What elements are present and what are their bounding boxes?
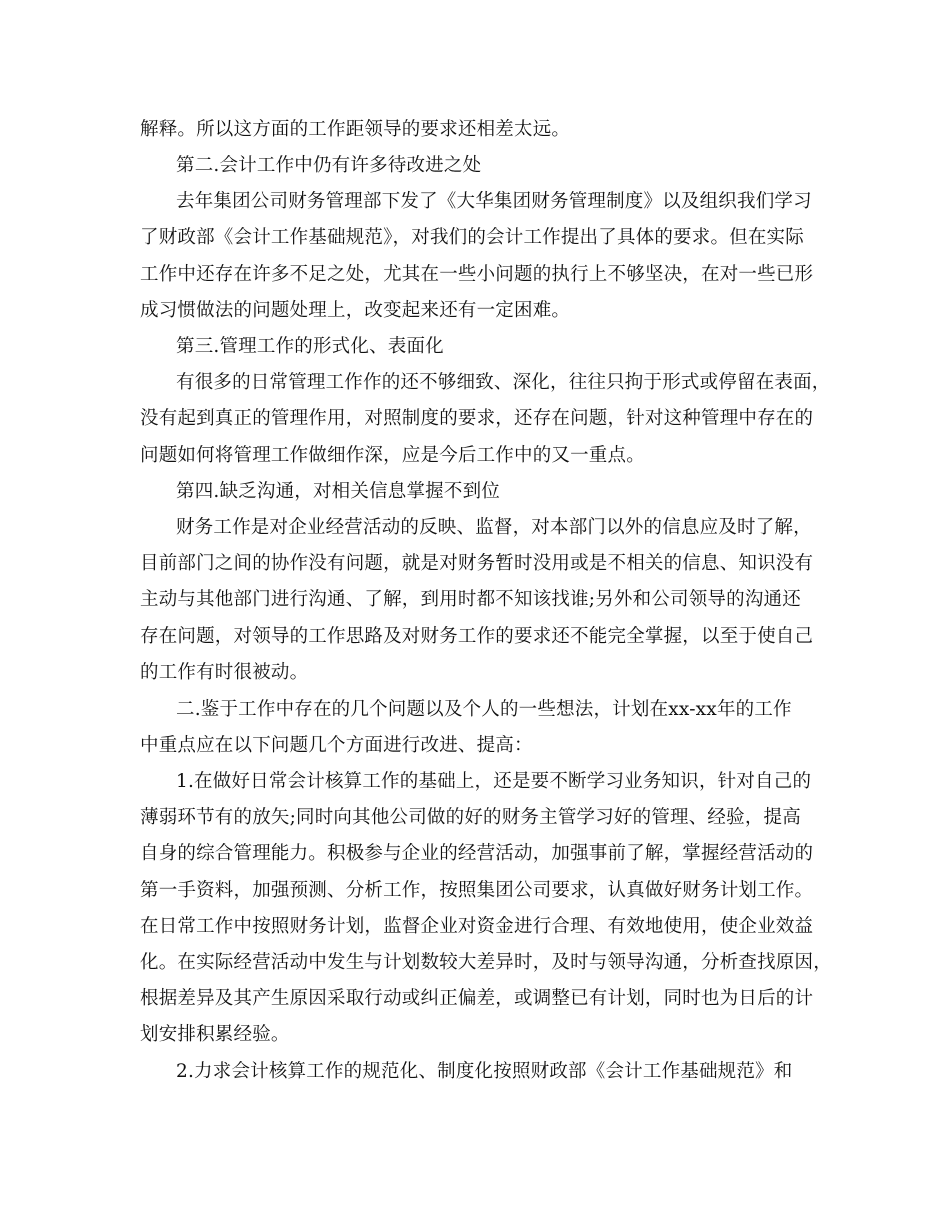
paragraph-line: 划安排积累经验。 bbox=[140, 1024, 290, 1045]
paragraph-line: 财务工作是对企业经营活动的反映、监督，对本部门以外的信息应及时了解， bbox=[176, 517, 812, 538]
paragraph-line: 了财政部《会计工作基础规范》，对我们的会计工作提出了具体的要求。但在实际 bbox=[140, 227, 804, 248]
paragraph-line: 根据差异及其产生原因采取行动或纠正偏差，或调整已有计划，同时也为日后的计 bbox=[140, 988, 814, 1009]
paragraph-line: 工作中还存在许多不足之处，尤其在一些小问题的执行上不够坚决，在对一些已形 bbox=[140, 264, 814, 285]
paragraph-line: 化。在实际经营活动中发生与计划数较大差异时，及时与领导沟通，分析查找原因， bbox=[140, 952, 832, 973]
paragraph-line: 有很多的日常管理工作作的还不够细致、深化，往往只拘于形式或停留在表面， bbox=[176, 372, 831, 393]
list-item-line: 2.力求会计核算工作的规范化、制度化按照财政部《会计工作基础规范》和 bbox=[176, 1061, 793, 1082]
paragraph-line: 中重点应在以下问题几个方面进行改进、提高： bbox=[140, 735, 533, 756]
paragraph-line: 问题如何将管理工作做细作深，应是今后工作中的又一重点。 bbox=[140, 445, 645, 466]
paragraph-line: 在日常工作中按照财务计划，监督企业对资金进行合理、有效地使用，使企业效益 bbox=[140, 916, 814, 937]
section-heading: 二.鉴于工作中存在的几个问题以及个人的一些想法，计划在xx-xx年的工作 bbox=[176, 699, 792, 720]
paragraph-line: 第一手资料，加强预测、分析工作，按照集团公司要求，认真做好财务计划工作。 bbox=[140, 880, 814, 901]
paragraph-line: 主动与其他部门进行沟通、了解，到用时都不知该找谁;另外和公司领导的沟通还 bbox=[140, 589, 801, 610]
paragraph-line: 没有起到真正的管理作用，对照制度的要求，还存在问题，针对这种管理中存在的 bbox=[140, 408, 814, 429]
section-heading: 第三.管理工作的形式化、表面化 bbox=[176, 336, 444, 357]
paragraph-line: 目前部门之间的协作没有问题，就是对财务暂时没用或是不相关的信息、知识没有 bbox=[140, 553, 814, 574]
paragraph-line: 成习惯做法的问题处理上，改变起来还有一定困难。 bbox=[140, 300, 571, 321]
paragraph-line: 薄弱环节有的放矢;同时向其他公司做的好的财务主管学习好的管理、经验，提高 bbox=[140, 807, 801, 828]
paragraph-line: 去年集团公司财务管理部下发了《大华集团财务管理制度》以及组织我们学习 bbox=[176, 191, 812, 212]
list-item-line: 1.在做好日常会计核算工作的基础上，还是要不断学习业务知识，针对自己的 bbox=[176, 771, 812, 792]
paragraph-line: 自身的综合管理能力。积极参与企业的经营活动，加强事前了解，掌握经营活动的 bbox=[140, 843, 814, 864]
section-heading: 第二.会计工作中仍有许多待改进之处 bbox=[176, 155, 482, 176]
paragraph-line: 存在问题，对领导的工作思路及对财务工作的要求还不能完全掌握，以至于使自己 bbox=[140, 626, 814, 647]
section-heading: 第四.缺乏沟通，对相关信息掌握不到位 bbox=[176, 481, 500, 502]
paragraph-line: 的工作有时很被动。 bbox=[140, 662, 309, 683]
paragraph-line: 解释。所以这方面的工作距领导的要求还相差太远。 bbox=[140, 119, 571, 140]
